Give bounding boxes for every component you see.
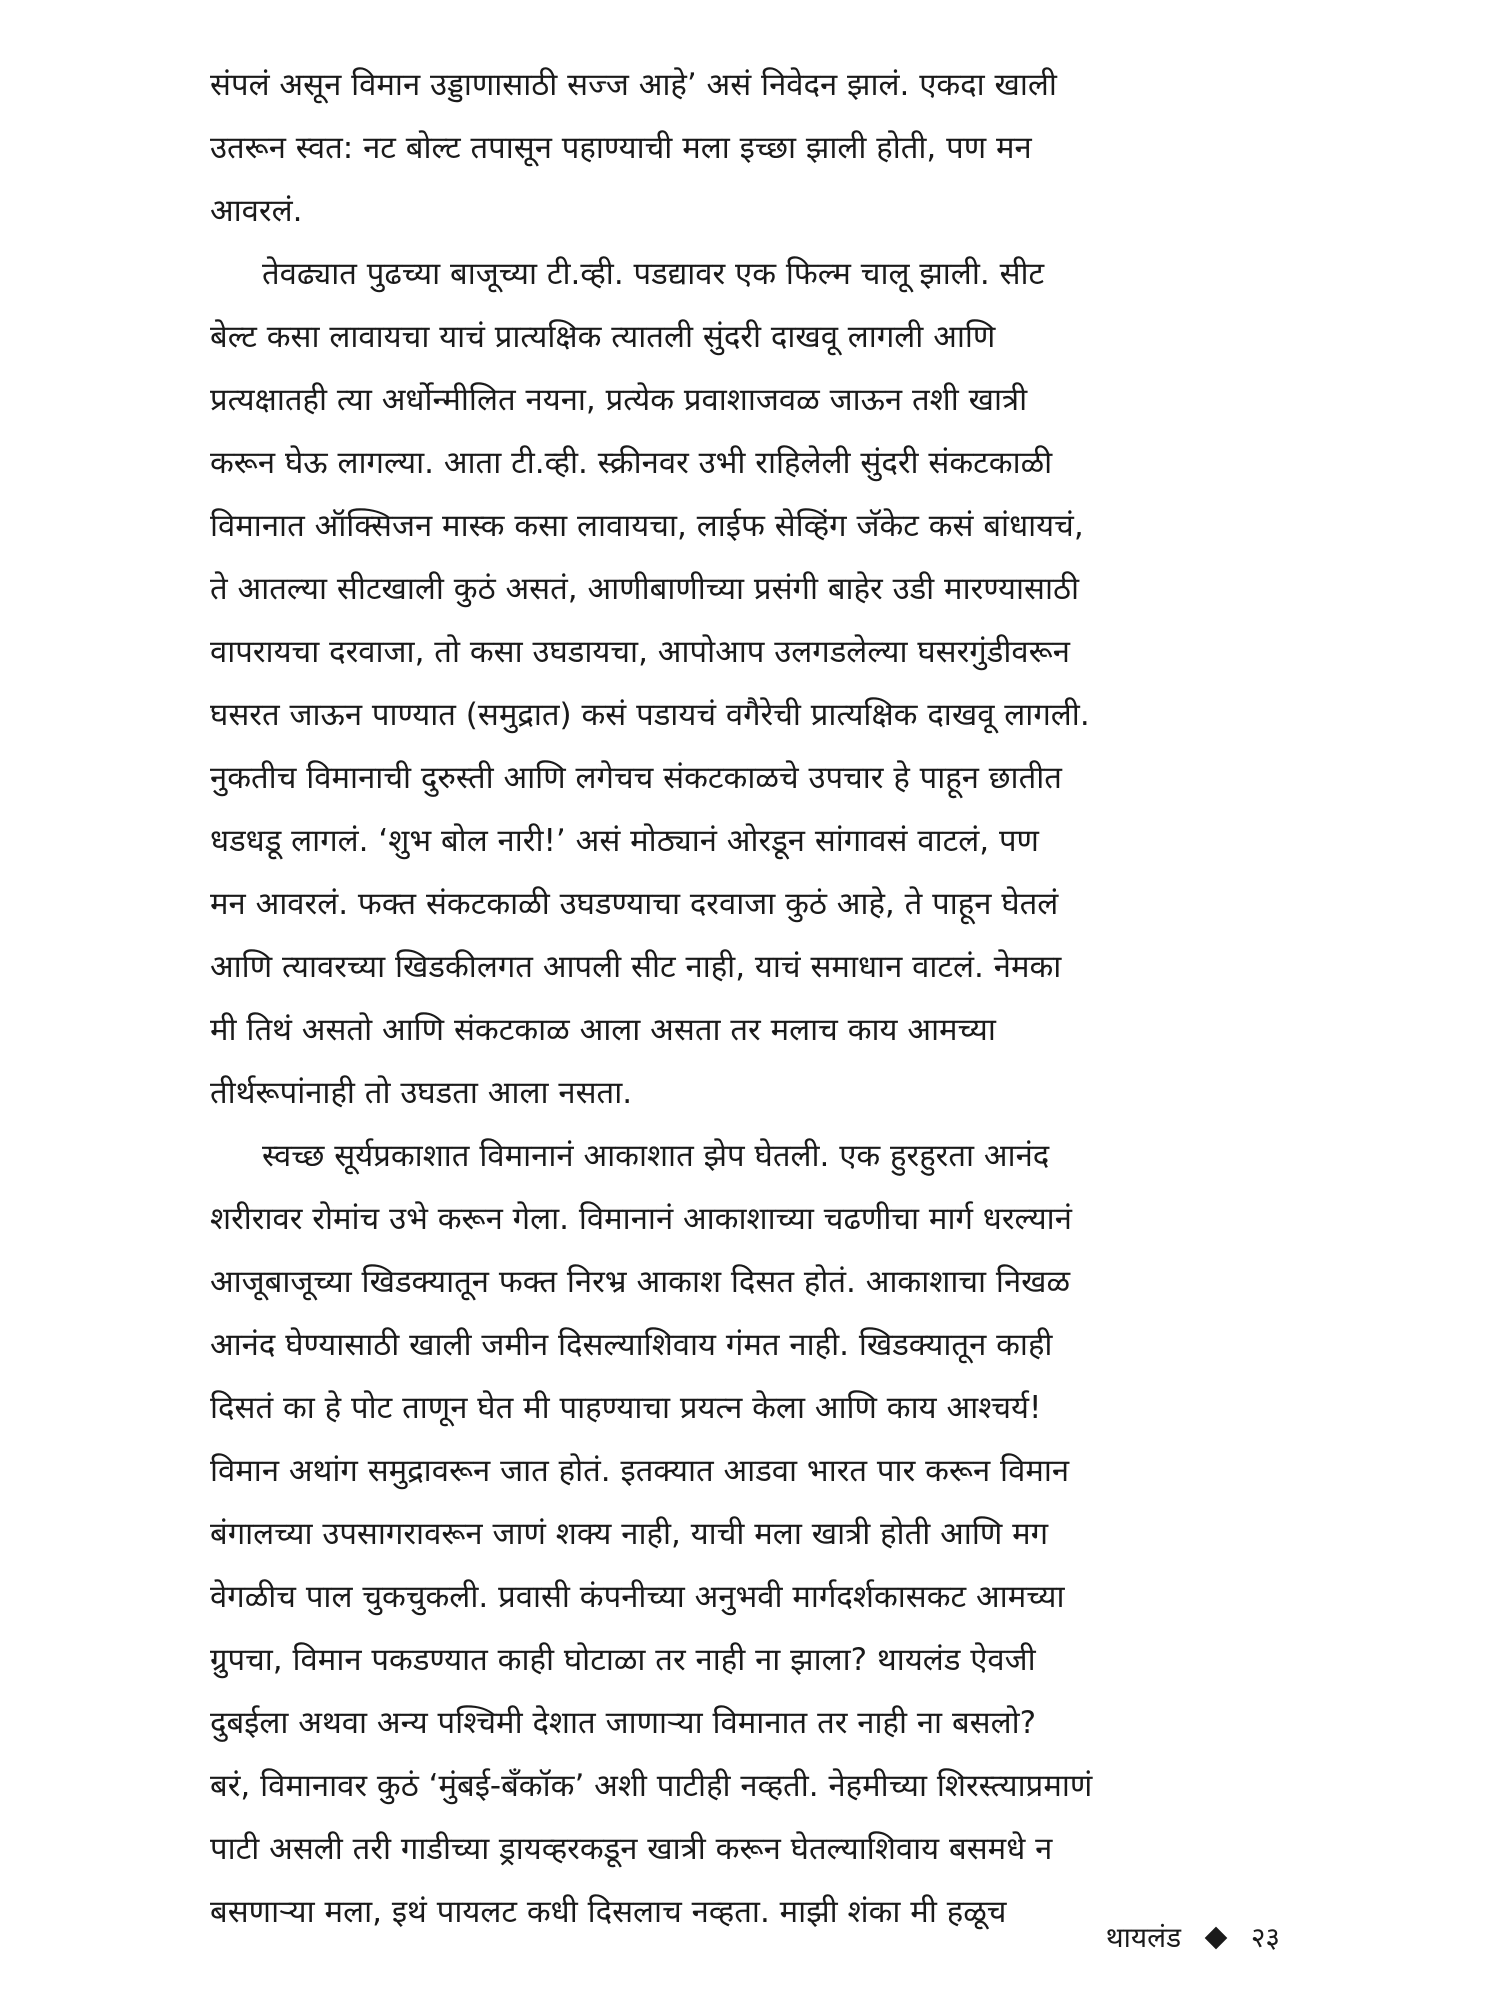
text-line: आणि त्यावरच्या खिडकीलगत आपली सीट नाही, याचं समाधान वाटलं. नेमका [210,949,1062,985]
text-line: ते आतल्या सीटखाली कुठं असतं, आणीबाणीच्या प्रसंगी बाहेर उडी मारण्यासाठी [210,571,1080,607]
text-line: आजूबाजूच्या खिडक्यातून फक्त निरभ्र आकाश दिसत होतं. आकाशाचा निखळ [210,1264,1071,1300]
text-line: मन आवरलं. फक्त संकटकाळी उघडण्याचा दरवाजा कुठं आहे, ते पाहून घेतलं [210,886,1059,922]
text-line: आवरलं. [210,193,303,229]
text-line: पाटी असली तरी गाडीच्या ड्रायव्हरकडून खात्री करून घेतल्याशिवाय बसमधे न [210,1831,1053,1867]
text-line: उतरून स्वत: नट बोल्ट तपासून पहाण्याची मला इच्छा झाली होती, पण मन [210,130,1032,166]
text-line: प्रत्यक्षातही त्या अर्धोन्मीलित नयना, प्रत्येक प्रवाशाजवळ जाऊन तशी खात्री [210,382,1028,418]
text-line: विमानात ऑक्सिजन मास्क कसा लावायचा, लाईफ सेव्हिंग जॅकेट कसं बांधायचं, [210,508,1084,544]
text-line: बेल्ट कसा लावायचा याचं प्रात्यक्षिक त्यातली सुंदरी दाखवू लागली आणि [210,319,996,355]
text-line: बंगालच्या उपसागरावरून जाणं शक्य नाही, याची मला खात्री होती आणि मग [210,1516,1049,1552]
diamond-separator-icon [1205,1927,1228,1950]
text-line: करून घेऊ लागल्या. आता टी.व्ही. स्क्रीनवर उभी राहिलेली सुंदरी संकटकाळी [210,445,1053,481]
page-number: २३ [1250,1921,1280,1954]
text-line: बसणाऱ्या मला, इथं पायलट कधी दिसलाच नव्हता. माझी शंका मी हळूच [210,1894,1007,1930]
paragraph-start-line: तेवढ्यात पुढच्या बाजूच्या टी.व्ही. पडद्यावर एक फिल्म चालू झाली. सीट [262,256,1045,292]
text-line: विमान अथांग समुद्रावरून जात होतं. इतक्यात आडवा भारत पार करून विमान [210,1453,1070,1489]
text-line: बरं, विमानावर कुठं ‘मुंबई-बँकॉक’ अशी पाटीही नव्हती. नेहमीच्या शिरस्त्याप्रमाणं [210,1768,1093,1804]
text-line: घसरत जाऊन पाण्यात (समुद्रात) कसं पडायचं वगैरेची प्रात्यक्षिक दाखवू लागली. [210,697,1090,733]
text-line: ग्रुपचा, विमान पकडण्यात काही घोटाळा तर नाही ना झाला? थायलंड ऐवजी [210,1642,1036,1678]
text-line: वापरायचा दरवाजा, तो कसा उघडायचा, आपोआप उलगडलेल्या घसरगुंडीवरून [210,634,1070,670]
page-footer [1106,1918,1280,1958]
text-line: तीर्थरूपांनाही तो उघडता आला नसता. [210,1075,633,1111]
text-line: आनंद घेण्यासाठी खाली जमीन दिसल्याशिवाय गंमत नाही. खिडक्यातून काही [210,1327,1053,1363]
text-line: धडधडू लागलं. ‘शुभ बोल नारी!’ असं मोठ्यानं ओरडून सांगावसं वाटलं, पण [210,823,1039,859]
text-line: मी तिथं असतो आणि संकटकाळ आला असता तर मलाच काय आमच्या [210,1012,996,1048]
running-title: थायलंड [1105,1921,1182,1954]
text-line: संपलं असून विमान उड्डाणासाठी सज्ज आहे’ असं निवेदन झालं. एकदा खाली [210,67,1057,103]
paragraph-start-line: स्वच्छ सूर्यप्रकाशात विमानानं आकाशात झेप घेतली. एक हुरहुरता आनंद [262,1138,1050,1174]
text-line: शरीरावर रोमांच उभे करून गेला. विमानानं आकाशाच्या चढणीचा मार्ग धरल्यानं [210,1201,1072,1237]
text-line: वेगळीच पाल चुकचुकली. प्रवासी कंपनीच्या अनुभवी मार्गदर्शकासकट आमच्या [210,1579,1065,1615]
text-line: नुकतीच विमानाची दुरुस्ती आणि लगेचच संकटकाळचे उपचार हे पाहून छातीत [210,760,1062,796]
text-line: दुबईला अथवा अन्य पश्चिमी देशात जाणाऱ्या विमानात तर नाही ना बसलो? [210,1705,1037,1741]
text-line: दिसतं का हे पोट ताणून घेत मी पाहण्याचा प्रयत्न केला आणि काय आश्चर्य! [210,1390,1042,1426]
